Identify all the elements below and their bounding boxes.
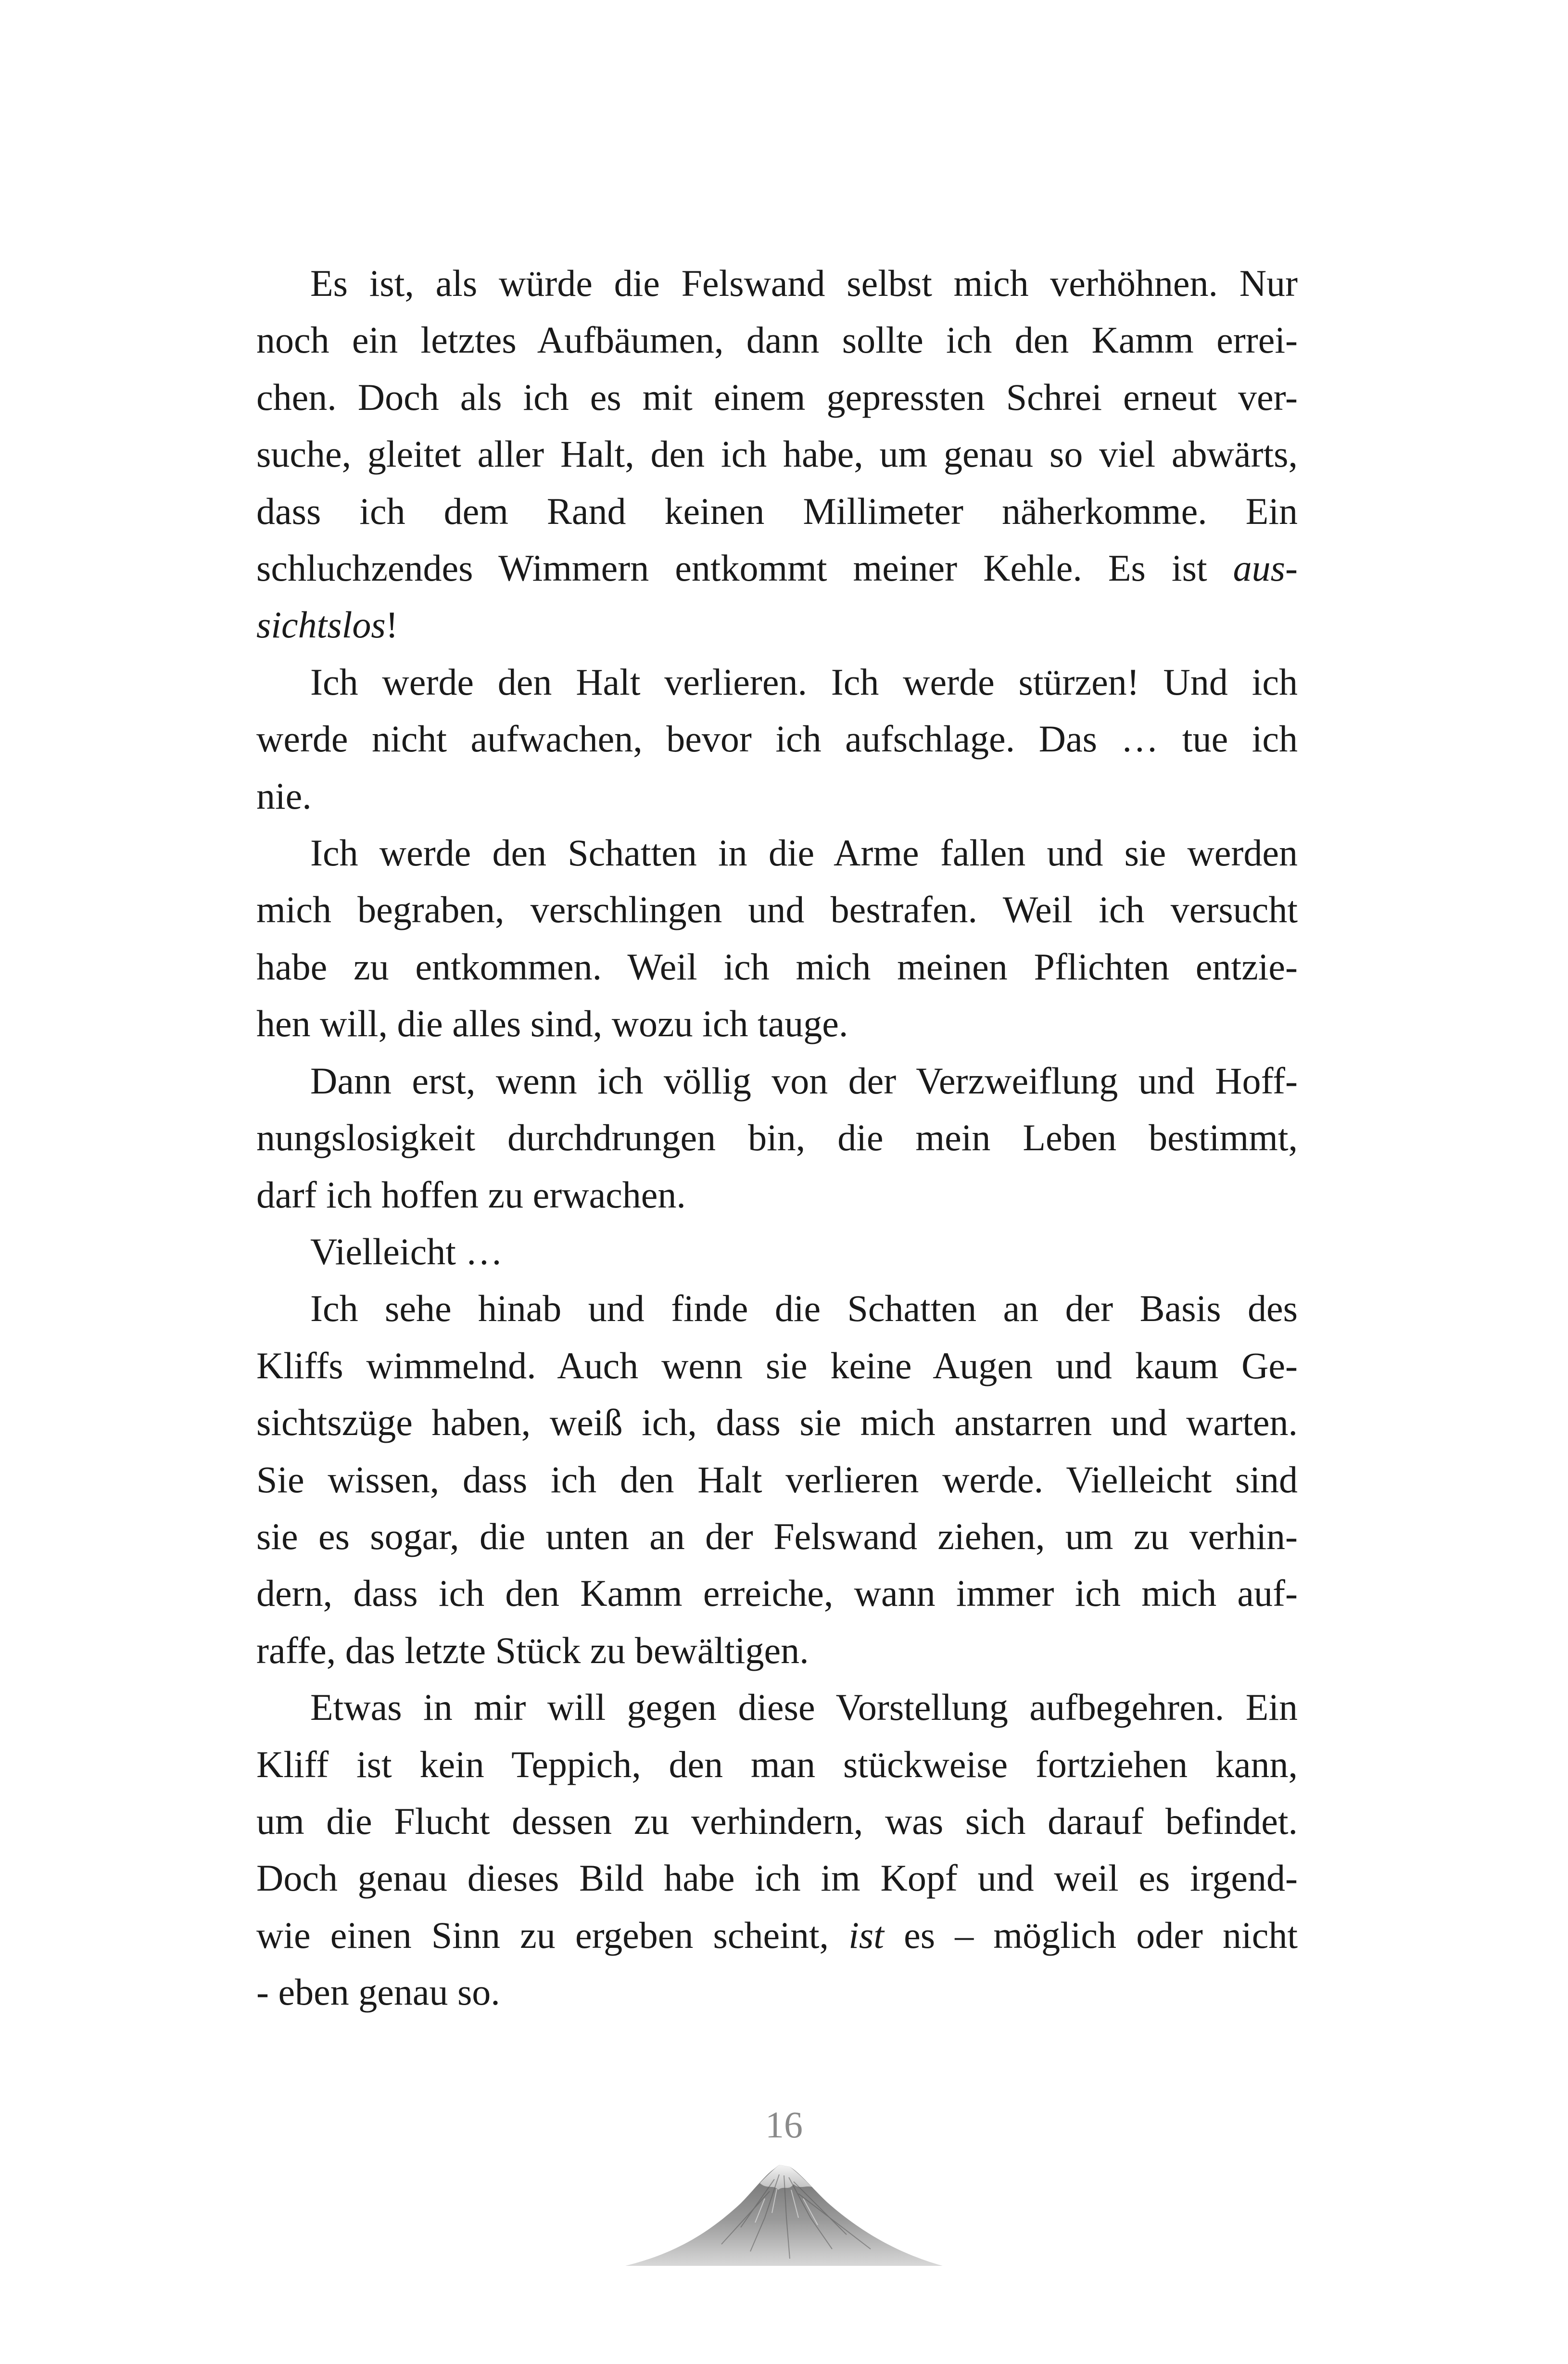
text-line: suche, gleitet aller Halt, den ich habe, um genau so viel abwärts, xyxy=(256,433,1298,475)
text-line: noch ein letztes Aufbäumen, dann sollte ich den Kamm errei- xyxy=(256,319,1298,361)
text-line: habe zu entkommen. Weil ich mich meinen Pflichten entzie- xyxy=(256,945,1298,988)
text-line: chen. Doch als ich es mit einem gepressten Schrei erneut ver- xyxy=(256,376,1298,418)
text-line: Kliffs wimmelnd. Auch wenn sie keine Augen und kaum Ge- xyxy=(256,1344,1298,1386)
text-line: Vielleicht … xyxy=(310,1230,503,1272)
text-line: werde nicht aufwachen, bevor ich aufschlage. Das … tue ich xyxy=(256,718,1298,760)
text-line: Ich werde den Schatten in die Arme fallen und sie werden xyxy=(310,832,1298,874)
paragraph-3 xyxy=(256,825,1298,1053)
text-line: Ich sehe hinab und finde die Schatten an der Basis des xyxy=(310,1287,1298,1330)
paragraph-2 xyxy=(256,654,1298,825)
text-segment: ! xyxy=(385,604,398,646)
paragraph-5 xyxy=(256,1223,1298,1280)
italic-word: aus- xyxy=(1233,547,1298,589)
italic-word: ist xyxy=(848,1914,884,1956)
text-segment: es – möglich oder nicht xyxy=(884,1914,1298,1956)
text-line: Ich werde den Halt verlieren. Ich werde stürzen! Und ich xyxy=(310,661,1298,703)
paragraph-1 xyxy=(256,255,1298,654)
text-line: dass ich dem Rand keinen Millimeter näherkomme. Ein xyxy=(256,490,1298,532)
paragraph-6 xyxy=(256,1280,1298,1679)
text-line: nie. xyxy=(256,775,312,817)
paragraph-7 xyxy=(256,1679,1298,2021)
text-line: Dann erst, wenn ich völlig von der Verzweiflung und Hoff- xyxy=(310,1059,1298,1102)
text-line: Es ist, als würde die Felswand selbst mich verhöhnen. Nur xyxy=(310,262,1298,304)
text-line: sichtszüge haben, weiß ich, dass sie mich anstarren und warten. xyxy=(256,1401,1298,1444)
text-line: hen will, die alles sind, wozu ich tauge. xyxy=(256,1003,848,1045)
text-line: dern, dass ich den Kamm erreiche, wann immer ich mich auf- xyxy=(256,1572,1298,1614)
text-line xyxy=(256,1907,1298,1964)
text-line xyxy=(256,540,1298,597)
text-line: um die Flucht dessen zu verhindern, was sich darauf befindet. xyxy=(256,1800,1298,1842)
text-line: Doch genau dieses Bild habe ich im Kopf und weil es irgend- xyxy=(256,1857,1298,1899)
page-number: 16 xyxy=(765,2104,803,2146)
text-line: Kliff ist kein Teppich, den man stückweise fortziehen kann, xyxy=(256,1743,1298,1785)
text-line: Sie wissen, dass ich den Halt verlieren werde. Vielleicht sind xyxy=(256,1458,1298,1500)
text-segment: wie einen Sinn zu ergeben scheint, xyxy=(256,1914,849,1956)
italic-word: sichtslos xyxy=(256,604,386,646)
text-line: sie es sogar, die unten an der Felswand ziehen, um zu verhin- xyxy=(256,1515,1298,1557)
mountain-icon xyxy=(620,2146,948,2271)
text-line: darf ich hoffen zu erwachen. xyxy=(256,1173,686,1216)
body-text xyxy=(256,255,1298,2021)
text-segment: schluchzendes Wimmern entkommt meiner Kehle. Es ist xyxy=(256,547,1233,589)
text-line: - eben genau so. xyxy=(256,1971,500,2013)
text-line: Etwas in mir will gegen diese Vorstellung aufbegehren. Ein xyxy=(310,1686,1298,1729)
text-line: mich begraben, verschlingen und bestrafen. Weil ich versucht xyxy=(256,889,1298,931)
text-line: raffe, das letzte Stück zu bewältigen. xyxy=(256,1629,809,1671)
paragraph-4 xyxy=(256,1053,1298,1223)
text-line xyxy=(256,597,1298,653)
text-line: nungslosigkeit durchdrungen bin, die mein Leben bestimmt, xyxy=(256,1117,1298,1159)
